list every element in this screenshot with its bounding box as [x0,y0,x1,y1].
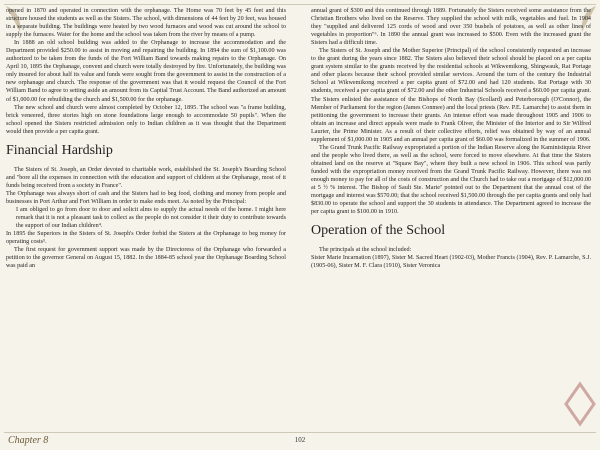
top-rule [4,4,596,5]
paragraph: The Grand Trunk Pacific Railway expropriated a portion of the Indian Reserve along the Kaministiquia River and the people who lived there, as well as the school, were forced to move elsewhere. At that time the Sisters obtained land on the reserve at "Squaw Bay", where they built a new school in 1906. This school was partly funded with the expropriation money received from the Grand Trunk Pacific Railway. However, there was not enough money to pay for all of the costs of construction and the Church had to take out a mortgage of $12,000.00 at 5 ½ % interest. The Bishop of Sault Ste. Marie⁷ pointed out to the Department that the annual cost of the mortgage and interest was $570.00; that the school received $1,500.00 through the per capita grants and only had $830.00 to operate the school and support the 30 students in attendance. The Department agreed to increase the per capita grant to $100.00 in 1910. [311,144,591,216]
paragraph: The Sisters of St. Joseph, an Order devoted to charitable work, established the St. Joseph's Boarding School and "bore all the expenses in connection with the education and support of children at the Orphanage, most of it funds being received from a society in France". [6,166,286,189]
section-heading-financial-hardship: Financial Hardship [6,142,113,158]
right-column [311,7,591,270]
section-heading-operation-of-the-school: Operation of the School [311,223,446,239]
block-quote: I am obliged to go from door to door and solicit alms to supply the actual needs of the home. I might here remark that it is not a pleasant task to collect as the people do not consider it their duty to contribute towards the support of our Indian children⁴. [16,206,286,230]
ornament-bottom-right-icon [560,380,600,430]
paragraph: In 1888 an old school building was added to the Orphanage to increase the accommodation and the Department provided $250.00 to assist in moving and repairing the building. In 1894 the sum of $1,100.00 was authorized to be taken from the funds of the Fort William Band towards making repairs to the Orphanage. On April 10, 1895 the Orphanage, convent and church were totally destroyed by fire. Unfortunately, the building was only insured for about half its value and funds were sought from the government to assist in the construction of a new orphanage and church. The response of the government was that it would request the Council of the Fort William Band to agree to setting aside an amount from its Capital Trust Account. The Band authorized an amount of $1,000.00 for rebuilding the church and $1,500.00 for the orphanage. [6,40,286,103]
left-column [6,7,286,270]
paragraph: opened in 1870 and operated in connection with the orphanage. The Home was 70 feet by 45 feet and this structure housed the students as well as the Sisters. The school, with dimensions of 44 feet by 20 feet, was housed in a separate building. The buildings were heated by two wood furnaces and wood was cut around the school to supply the furnaces. Water for the home and the school was taken from the river by means of a pump. [6,8,286,39]
paragraph: In 1895 the Superiors in the Sisters of St. Joseph's Order forbid the Sisters at the Orphanage to beg money for operating costs⁵. [6,231,286,246]
page-footer [0,430,600,450]
paragraph: The Orphanage was always short of cash and the Sisters had to beg food, clothing and money from people and businesses in Port Arthur and Fort William in order to make ends meet. As noted by the Principal: [6,190,286,205]
footer-rule [4,432,596,433]
page-number: 102 [294,436,306,444]
paragraph: The principals at the school included: [319,247,412,254]
principals-list: Sister Marie Incarnation (1897), Sister M. Sacred Heart (1902-03), Mother Francis (1904), Rev. P. Lamarche, S.J. (1905-06), Sister M. F. Clara (1910), Sister Veronica [311,255,591,270]
chapter-label: Chapter 8 [8,435,49,446]
paragraph: The Sisters of St. Joseph and the Mother Superior (Principal) of the school consistently requested an increase to the grant during the years since 1882. The Sisters also believed their school should be placed on a per capita grant system similar to the grants received by the residential schools at Wikwemikong, Shingwauk, Rat Portage and other places because their school provided similar services. Around the turn of the century the Industrial School at Wikwemikong received a per capita grant of $72.00 and had 120 students. Rat Portage with 30 students, received a per capita grant of $72.00 and the other Industrial Schools received a $60.00 per capita grant. The Sisters enlisted the assistance of the Bishops of North Bay (Scollard) and Peterborough (O'Connor), the Member of Parliament for the region (James Conmee) and the local priests (Rev. P.E. Lamarche) to assist them in petitioning the government to increase their grants. An intense effort was made throughout 1905 and 1906 to obtain an increase and direct appeals were made to Frank Oliver, the Minister of the Interior and to Sir Wilfred Laurier, the Prime Minister. As a result of their collective efforts, relief was obtained by way of an annual supplement of $1,000.00 in 1905 and an annual per capita grant of $60.00 was formalized in the summer of 1906. [311,48,591,143]
paragraph: annual grant of $300 and this continued through 1889. Fortunately the Sisters received some assistance from the Christian Brothers who lived on the Reserve. They supplied the school with milk, vegetables and fuel. In 1904 they "supplied and delivered 125 cords of wood and over 350 bushels of potatoes, as well as other lines of vegetables in proportion"⁶. In 1890 the annual grant was increased to $500. Even with the increased grant the Sisters had a difficult time. [311,8,591,47]
paragraph: The new school and church were almost completed by October 12, 1895. The school was "a frame building, brick veneered, three stories high on stone foundations large enough to accommodate 50 pupils". When the school opened the Sisters restricted admission only to Indian children as it was thought that the Department would then provide a per capita grant. [6,104,286,135]
paragraph: The first request for government support was made by the Directoress of the Orphanage who forwarded a petition to the governor General on August 15, 1882. In the 1884-85 school year the Orphanage Boarding School was paid an [6,247,286,270]
